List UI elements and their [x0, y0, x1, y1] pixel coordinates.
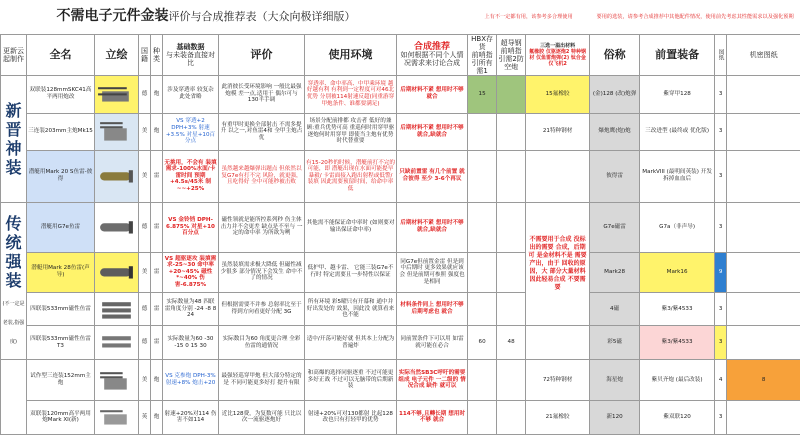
- category-new: 新晋神装: [1, 75, 27, 202]
- prerequisite: 紫穿甲128: [640, 75, 715, 113]
- review: 此消彼长受环境影响 一般比最强炮模 差一点,适用于 偶尔可与130半手调: [219, 75, 305, 113]
- sc-value: [497, 360, 526, 401]
- kind: 雷: [151, 202, 163, 252]
- item-name: 潜艇用Mark 20 S鱼雷-彼得: [27, 150, 95, 202]
- nickname: 彼得雷: [590, 150, 640, 202]
- header-nation: 国籍: [139, 34, 151, 75]
- torpedo-launcher-icon: [95, 326, 139, 360]
- nickname: 彩5磁: [590, 326, 640, 360]
- table-row: [1, 326, 800, 360]
- recommendation: 后期材料不紧 想用时不够 就合: [397, 75, 468, 113]
- environment: 穿透率、命中率高、中甲乘环境 越好越有利 有利到一定程度可对46北优势 分别被114射速反超(同重游穿甲炮条件、谁都要满足): [305, 75, 397, 113]
- recommendation: 材料条件同上 想用时不够 后期考虑也 就合: [397, 292, 468, 326]
- mach-count: [727, 150, 800, 202]
- review: 最强轻巡穿甲炮 但大部分特定的是 不同可能更多好打 提升有限: [219, 360, 305, 401]
- item-name: 三连装203mm主炮Mk15: [27, 113, 95, 150]
- prerequisite: 紫3/紫4533: [640, 292, 715, 326]
- kind: 雷: [151, 292, 163, 326]
- table-row: [1, 113, 800, 150]
- header-base: 基础数据 与未装备直接对比: [163, 34, 219, 75]
- mach-count: [727, 75, 800, 113]
- base-data: VS 超驱逐攻 装填需求-25~30 命中率+20~45% 磁性*~40% 伤害-6.875%: [163, 252, 219, 292]
- header-tri: 三选一溢出材料 氟橡胶 仅驱逐炮2 特种钢材 仅鱼雷炮弹(2) 钛合金 仅飞机2: [526, 34, 590, 75]
- table-row: [1, 292, 800, 326]
- recommendation: 同G7e但前置金雷 但是到中后期时 更多效果就应该会 但是前期可参照 强度也是相同: [397, 252, 468, 292]
- item-name: 潜艇用G7e鱼雷: [27, 202, 95, 252]
- nation: 美: [139, 113, 151, 150]
- review: 虽然越来越爆弹出题点 但依然以复G7e有打不完 风险，就更强，且吃得好 全中可能秒被击败: [219, 150, 305, 202]
- prerequisite: 紫双联120: [640, 401, 715, 435]
- table-row: [1, 202, 800, 252]
- hbx-value: [468, 150, 497, 202]
- item-name: 双联装128mmSKC41高平两用炮改: [27, 75, 95, 113]
- environment: 低护甲、越卡雷、 它能三装G7e不行时 特定需要且一步特性以保证: [305, 252, 397, 292]
- sc-value: [497, 150, 526, 202]
- torpedo-icon: [95, 150, 139, 202]
- nickname: 爆炮鹰(炮)炮: [590, 113, 640, 150]
- kind: 雷: [151, 150, 163, 202]
- turret-icon: [95, 360, 139, 401]
- hbx-value: 15: [468, 75, 497, 113]
- environment: 和高爆的选择同驱逐重 不过可能更多好正战 不过可以无脑带的后期新装: [305, 360, 397, 401]
- base-data: 射速+20%对114 伤害不如114: [163, 401, 219, 435]
- mach-count: [727, 292, 800, 326]
- hbx-value: [468, 252, 497, 292]
- nickname: (金)128 (改)炮弹: [590, 75, 640, 113]
- tri-material: 72特种钢材: [526, 360, 590, 401]
- hbx-value: [468, 360, 497, 401]
- table-row: [1, 150, 800, 202]
- torpedo-icon: [95, 252, 139, 292]
- header-fig: 立绘: [95, 34, 139, 75]
- sc-value: [497, 75, 526, 113]
- review: 磁性领就是能所控系列秒 伤主体击力并不会更差 缺点是不至与 一定的命中率 为所欲为咧: [219, 202, 305, 252]
- torpedo-icon: [95, 202, 139, 252]
- item-name: 双联装120mm高平两用炮Mark XI(新): [27, 401, 95, 435]
- tri-material: 21氟橡胶: [526, 401, 590, 435]
- header-mach: 机密图纸: [727, 34, 800, 75]
- sc-value: [497, 113, 526, 150]
- base-data: 实际数量为48 四联雷角度分别 -24 -8 8 24: [163, 292, 219, 326]
- recommendation: 后期材料不紧 想用时不够 就合,缺就合: [397, 202, 468, 252]
- environment: 射速+20%可对130都射 比起128改也只有打轻甲的优势: [305, 401, 397, 435]
- table-row: [1, 360, 800, 401]
- mach-count: [727, 401, 800, 435]
- kind: 炮: [151, 401, 163, 435]
- base-data: 无挑用，不会有 装填需求-100%水面/卡雷时间 预期+4.5s/45米 制~~+25%: [163, 150, 219, 202]
- recommendation: 后期材料不紧 想用时不够 就合,缺就合: [397, 113, 468, 150]
- torpedo-launcher-icon: [95, 292, 139, 326]
- nation: 美: [139, 150, 151, 202]
- pic-count: 3: [715, 150, 727, 202]
- base-data: VS 穿透+2 DPH+3% 射速+3.5% 对星+10百分点: [163, 113, 219, 150]
- mach-count: [727, 326, 800, 360]
- pic-count: 3: [715, 113, 727, 150]
- kind: 雷: [151, 326, 163, 360]
- turret-icon: [95, 113, 139, 150]
- category-trad: 传统强装 (不一定是老装,指强度): [1, 202, 27, 360]
- prerequisite: 紫贝齐炮 (最后改装): [640, 360, 715, 401]
- prerequisite: Mark16: [640, 252, 715, 292]
- kind: 炮: [151, 75, 163, 113]
- tri-material: 21特种钢材: [526, 113, 590, 150]
- pic-count: 3: [715, 75, 727, 113]
- recommendation: 114不够,且轉长期 想用时不够 就合: [397, 401, 468, 435]
- nickname: 新120: [590, 401, 640, 435]
- gun-icon: [95, 75, 139, 113]
- base-data: VS 金铃铛 DPH-6.875% 对星+10百分点: [163, 202, 219, 252]
- recommendation: 只缺前置雷 有几个前置 就合彼得 至少 3-6个再议: [397, 150, 468, 202]
- pic-count: 9: [715, 252, 727, 292]
- header-nick: 俗称: [590, 34, 640, 75]
- header-env: 使用环境: [305, 34, 397, 75]
- mach-count: 8: [727, 360, 800, 401]
- environment: 适中/开荡可能好就 但其本上分配为普遍炸: [305, 326, 397, 360]
- nation: 德: [139, 75, 151, 113]
- recommendation: 同前置条件下可以用 如雷就可能在必合: [397, 326, 468, 360]
- tri-material: 15氟橡胶: [526, 75, 590, 113]
- prerequisite: G7a（非声导): [640, 202, 715, 252]
- mach-count: [727, 113, 800, 150]
- sc-value: 48: [497, 326, 526, 360]
- header-hbx: HBX存货 前哨指引所有需1: [468, 34, 497, 75]
- base-data: 涉及穿透率 较复杂 此处省略: [163, 75, 219, 113]
- header-pre: 前置装备: [640, 34, 715, 75]
- table-row: [1, 252, 800, 292]
- hbx-value: [468, 113, 497, 150]
- mach-count: [727, 252, 800, 292]
- review: 虽然装填需求极大降低 但磁性减少很多 部分情况下会发生 命中不了的情况: [219, 252, 305, 292]
- nation: 美: [139, 252, 151, 292]
- nickname: 4磁: [590, 292, 640, 326]
- header-kind: 种类: [151, 34, 163, 75]
- pic-count: 3: [715, 292, 727, 326]
- review: 但根据需要不并参 总射率比至于 得到方向看更好分配 3G: [219, 292, 305, 326]
- prerequisite: MarkVIII (最明间英装) 开发 拆掉血血后: [640, 150, 715, 202]
- sc-value: [497, 252, 526, 292]
- category-blank: [1, 360, 27, 435]
- base-data: 实际数量为60 -30 -15 0 15 30: [163, 326, 219, 360]
- nation: 德: [139, 326, 151, 360]
- review: 有重甲时更换全部射击 不需多提升 以之一,对鱼雷4和 全甲主炮占优: [219, 113, 305, 150]
- pic-count: 3: [715, 401, 727, 435]
- nickname: Mark28: [590, 252, 640, 292]
- kind: 雷: [151, 252, 163, 292]
- note-mid: 上有不一定都有用，该参考多合理使用: [468, 0, 590, 34]
- mach-count: [727, 202, 800, 252]
- kind: 炮: [151, 113, 163, 150]
- tri-note: 不需要用于合成 没标出的需要 合成，后期可 是金材料不是 需要产出，由于 回收的原因，大 部分大量材料 因此轻易合成 不要需要: [526, 202, 590, 326]
- recommendation: 实际当然SB3C呼吁的需要组成 电子元件 一二级的 情况合成 缺件 就可以: [397, 360, 468, 401]
- tri-material: [526, 150, 590, 202]
- hbx-value: [468, 292, 497, 326]
- environment: 场景分配前排都 攻击者 低好的兼顾:重兵优势可高 重巡何时用穿甲驱逐炮何时用穿甲 即使当主炮有优势时代替重要: [305, 113, 397, 150]
- hbx-value: 60: [468, 326, 497, 360]
- table-row: [1, 75, 800, 113]
- nickname: 海星炮: [590, 360, 640, 401]
- nation: 英: [139, 401, 151, 435]
- note-right: 要用的选装，请参考合成推荐中其他配件情况，使用前先考虑其性能需求以及强化预期: [590, 0, 800, 34]
- turret-icon: [95, 401, 139, 435]
- pic-count: 3: [715, 326, 727, 360]
- sc-value: [497, 292, 526, 326]
- nation: 德: [139, 292, 151, 326]
- hbx-value: [468, 401, 497, 435]
- nation: 美: [139, 360, 151, 401]
- header-name: 全名: [27, 34, 95, 75]
- header-review: 评价: [219, 34, 305, 75]
- item-name: 潜艇用Mark 28鱼雷(声导): [27, 252, 95, 292]
- author-label: 更新云起制作: [1, 34, 27, 75]
- environment: 其他需不能保证命中率时 (如则要对输出保证命中率): [305, 202, 397, 252]
- item-name: 试作型三连装152mm主炮: [27, 360, 95, 401]
- sheet-title: 不需电子元件金装评价与合成推荐表（大众向极详细版）: [1, 0, 468, 34]
- kind: 炮: [151, 360, 163, 401]
- environment: 所有环境 彩5曜只有开幕和 通中并好出发处的 效果，因此没 就算看来也不能: [305, 292, 397, 326]
- header-sc: 超导钢 前哨指引需2防空炮: [497, 34, 526, 75]
- prerequisite: 紫3/紫4533: [640, 326, 715, 360]
- hbx-value: [468, 202, 497, 252]
- nation: 德: [139, 202, 151, 252]
- environment: 有15-20秒的时候，潜艇前打不完的可能，即 潜艇出现在水面可能提早暴毅/ 卡雷面接入跑出射程或低警/装填 因此需要预留时间，给命中率低: [305, 150, 397, 202]
- item-name: 四联装533mm磁性鱼雷T3: [27, 326, 95, 360]
- nickname: G7e磁雷: [590, 202, 640, 252]
- header-recommend: 合成推荐 如何根据不同个人情况需求来讨论合成: [397, 34, 468, 75]
- tri-material: [526, 326, 590, 360]
- item-name: 四联装533mm磁性鱼雷: [27, 292, 95, 326]
- prerequisite: 三改进型 (最终或 优化版): [640, 113, 715, 150]
- pic-count: 4: [715, 360, 727, 401]
- header-pic: 图纸: [715, 34, 727, 75]
- sc-value: [497, 202, 526, 252]
- base-data: VS 克参炮 DPH-3% 射速+8% 炮击+20: [163, 360, 219, 401]
- review: 实际数目为60 角度更合理 全彩鱼雷的通情况: [219, 326, 305, 360]
- sc-value: [497, 401, 526, 435]
- review: 近比128费，为复数可能 只比以次一流驱逐炮好: [219, 401, 305, 435]
- pic-count: 3: [715, 202, 727, 252]
- table-row: [1, 401, 800, 435]
